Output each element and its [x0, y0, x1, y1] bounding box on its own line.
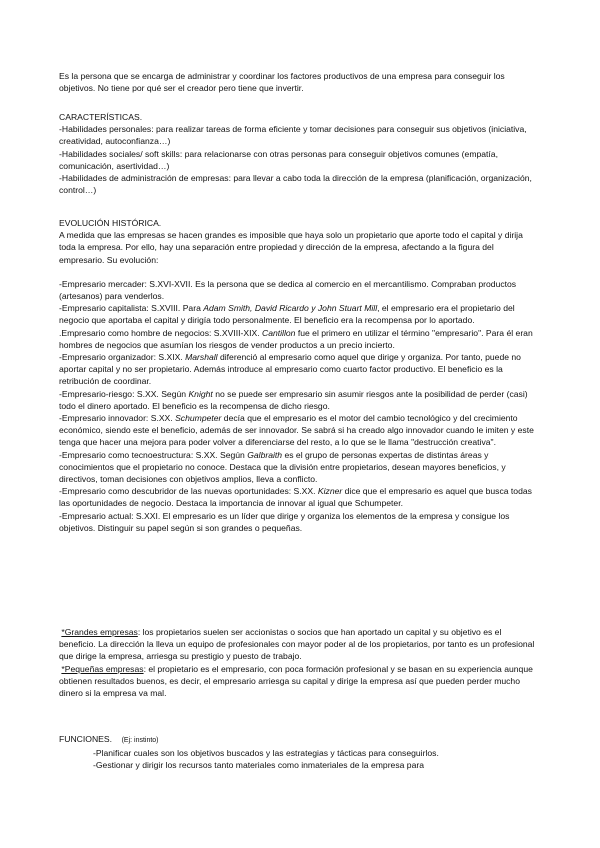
evolucion-item-text: -Empresario mercader: S.XVI-XVII. Es la persona que se dedica al comercio en el mercantilismo. Compraban productos (artesanos) para venderlos. [59, 278, 517, 302]
evolucion-item-author: Galbraith [247, 449, 283, 460]
grandes-empresas-paragraph [59, 626, 537, 663]
caracteristicas-heading: CARACTERÍSTICAS. [59, 112, 143, 122]
funciones-section [59, 733, 537, 772]
funcion-item: -Gestionar y dirigir los recursos tanto materiales como inmateriales de la empresa para [93, 760, 424, 771]
tipos-section [59, 626, 537, 699]
caracteristica-item: -Habilidades sociales/ soft skills: para relacionarse con otras personas para conseguir objetivos comunes (empatía, comunicación, asertividad…) [59, 148, 498, 171]
caracteristicas-section [59, 111, 537, 196]
evolucion-item-text: no se puede ser empresario sin asumir riesgos ante la posibilidad de perder (casi) todo el dinero aportado. El beneficio es la recompensa de dicho riesgo. [59, 388, 528, 411]
evolucion-item-text: -Empresario capitalista: S.XVIII. Para [59, 303, 204, 314]
evolucion-item-text: diferenció al empresario como aquel que dirige y organiza. Por tanto, puede no aportar capital y no ser propietario. Además introduce al empresario como cuarto factor productivo. El beneficio es la retribución de coordinar. [59, 352, 521, 387]
evolucion-item [59, 449, 537, 486]
evolucion-item-author: Knight [188, 388, 213, 399]
evolucion-item-text: es el grupo de personas expertas de distintas áreas y conocimientos que el propietario no conoce. Destaca que la división entre propietarios, desean mayores beneficios, y directivos, toman decisiones con objetivos amplios, lleva a conflicto. [59, 449, 506, 485]
grandes-empresas-label: *Grandes empresas [61, 627, 138, 637]
evolucion-item [59, 302, 537, 326]
evolucion-item-text: -Empresario actual: S.XXI. El empresario es un líder que dirige y organiza los elementos de la empresa y consigue los objetivos. Distinguir su papel según si son grandes o pequeñas. [59, 510, 510, 533]
evolucion-item [59, 388, 537, 412]
evolucion-item-text: fue el primero en utilizar el término "empresario". Para él eran hombres de negocios que asumían los riesgos de vender productos a un precio incierto. [59, 327, 533, 350]
evolucion-item-author: Schumpeter [175, 413, 222, 424]
pequenas-empresas-text: : el propietario es el empresario, con poca formación profesional y se basan en su experiencia aunque obtienen resultados buenos, es decir, el empresario arriesga su capital y dirige la empresa así que pueden perder mucho dinero si la empresa va mal. [59, 663, 533, 699]
evolucion-section [59, 217, 537, 534]
evolucion-item-author: Cantillon [262, 327, 296, 338]
intro-paragraph: Es la persona que se encarga de administrar y coordinar los factores productivos de una empresa para conseguir los objetivos. No tiene por qué ser el creador pero tiene que invertir. [59, 71, 505, 94]
evolucion-item-author: Adam Smith, David Ricardo y John Stuart Mill [203, 303, 378, 314]
evolucion-item [59, 278, 537, 302]
evolucion-item-author: Marshall [185, 352, 218, 363]
pequenas-empresas-label: *Pequeñas empresas [61, 663, 144, 674]
evolucion-item-author: Kizner [317, 486, 343, 497]
evolucion-item-text: -Empresario organizador: S.XIX. [59, 352, 186, 363]
evolucion-item-text: -Empresario como descubridor de las nuevas oportunidades: S.XX. [59, 486, 318, 497]
pequenas-empresas-paragraph [59, 663, 537, 700]
evolucion-item [59, 485, 537, 509]
evolucion-item-text: dice que el empresario es aquel que busca todas las oportunidades de negocio. Destaca la importancia de innovar al igual que Schumpeter. [59, 486, 532, 509]
caracteristica-item: -Habilidades de administración de empresas: para llevar a cabo toda la dirección de la empresa (planificación, organización, control…) [59, 173, 532, 196]
evolucion-item [59, 351, 537, 388]
intro-section [59, 70, 537, 94]
evolucion-item [59, 412, 537, 449]
evolucion-item-text: decía que el empresario es el motor del cambio tecnológico y del crecimiento económico, siendo este el beneficio, además de ser innovador. Se sabrá si ha creado algo innovador cuando le imiten y este tenga que hacer una mejora para poder volver a diferenciarse del resto, a lo que se le llama "destrucción creativa". [59, 413, 534, 448]
caracteristica-item: -Habilidades personales: para realizar tareas de forma eficiente y tomar decisiones para conseguir sus objetivos (iniciativa, creatividad, autoconfianza…) [59, 124, 527, 147]
evolucion-intro: A medida que las empresas se hacen grandes es imposible que haya solo un propietario que aporte todo el capital y dirija toda la empresa. Por ello, hay una separación entre propiedad y dirección de la empresa, afectando a la figura del empresario. Su evolución: [59, 230, 523, 265]
evolucion-list [59, 278, 537, 534]
funciones-heading: FUNCIONES. [59, 734, 112, 744]
evolucion-item [59, 327, 537, 351]
evolucion-item-text: -Empresario como tecnoestructura: S.XX. Según [59, 449, 248, 460]
evolucion-item [59, 510, 537, 534]
evolucion-item-text: , el empresario era el propietario del negocio que aportaba el capital y dirigía todo personalmente. El beneficio era la recompensa por lo aportado. [59, 303, 515, 326]
funciones-note: (Ej: instinto) [121, 737, 159, 744]
evolucion-item-text: -Empresario innovador: S.XX. [59, 413, 176, 424]
evolucion-item-text: .Empresario como hombre de negocios: S.XVIII-XIX. [59, 327, 262, 338]
evolucion-item-text: -Empresario-riesgo: S.XX. Según [59, 388, 189, 399]
funciones-heading-line [59, 733, 537, 747]
grandes-empresas-text: : los propietarios suelen ser accionistas o socios que han aportado un capital y su objetivo es el beneficio. La dirección la lleva un equipo de profesionales con mayor poder al de los propietarios, por tanto es un profesional que dirige la empresa, arriesga su prestigio y puesto de trabajo. [59, 627, 535, 662]
funcion-item: -Planificar cuales son los objetivos buscados y las estrategias y tácticas para conseguirlos. [93, 748, 439, 759]
evolucion-heading: EVOLUCIÓN HISTÓRICA. [59, 218, 162, 228]
